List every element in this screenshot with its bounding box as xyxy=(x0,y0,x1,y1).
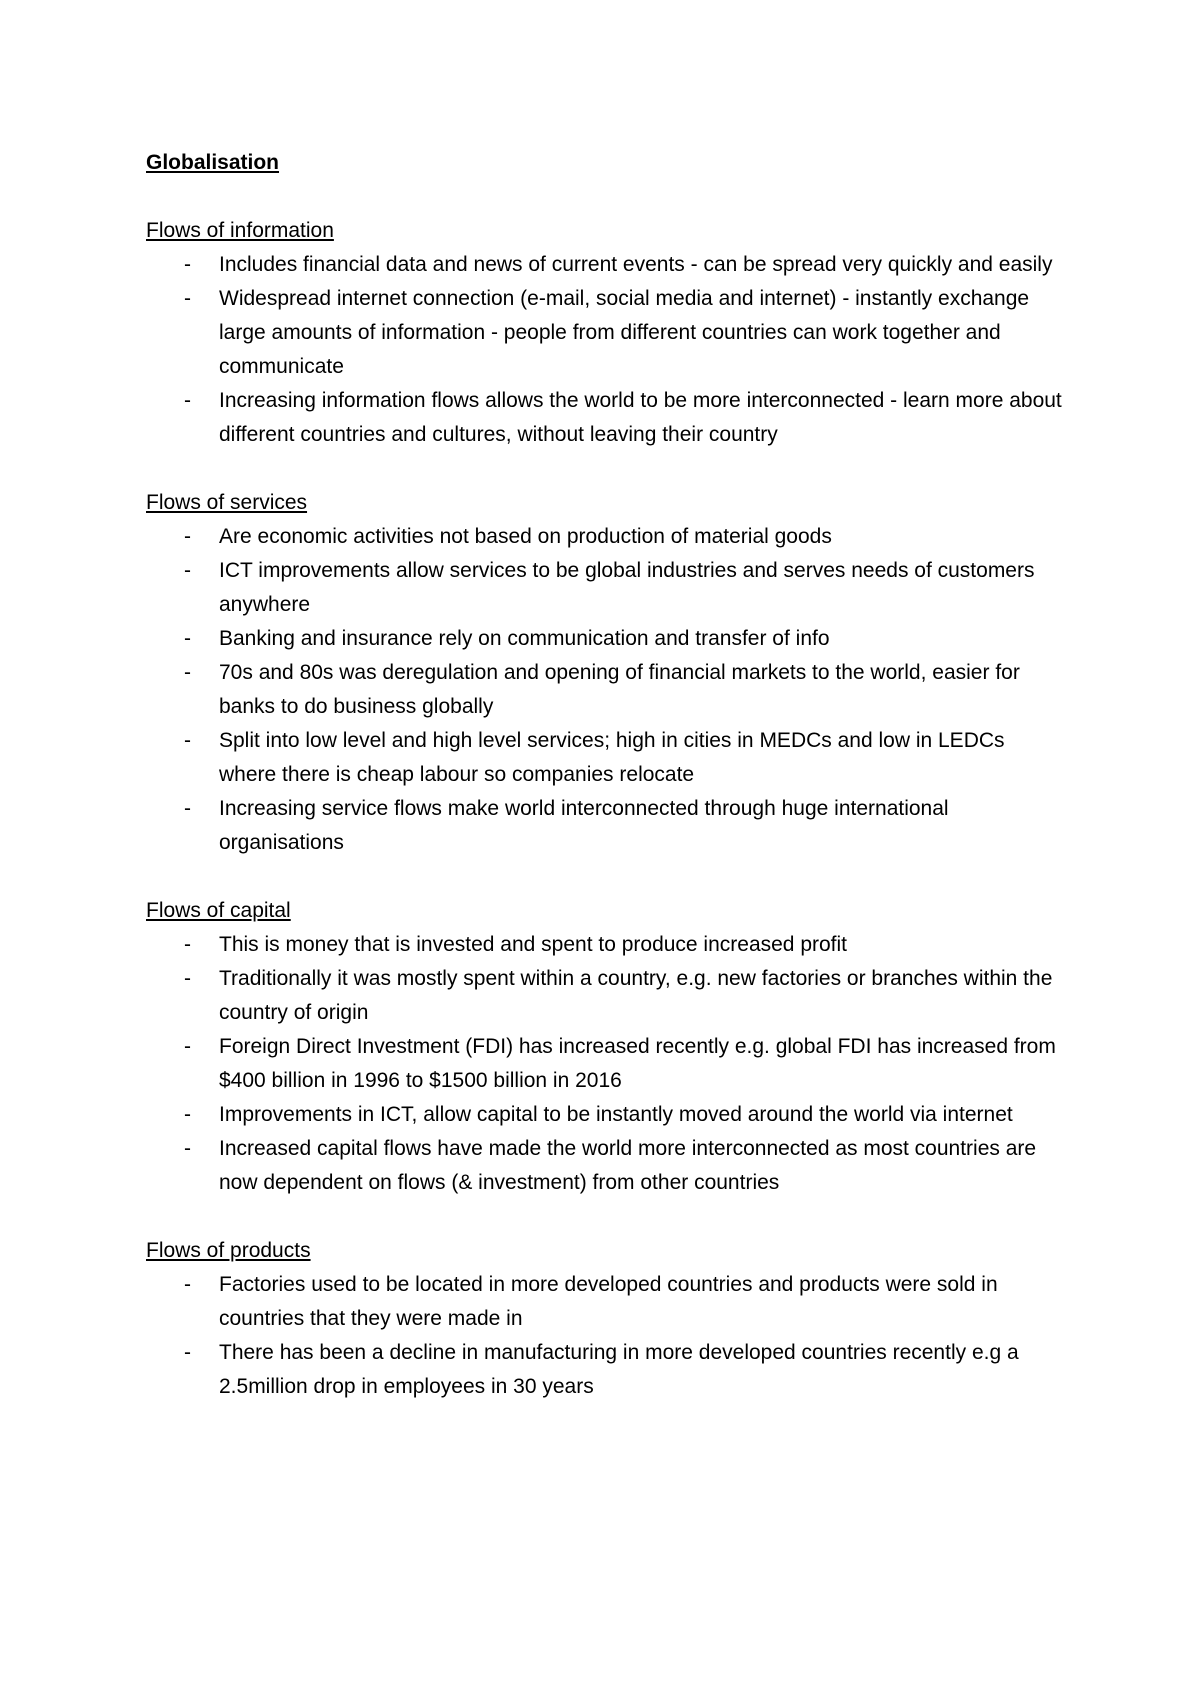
document-page xyxy=(146,146,1066,1404)
bullet-item xyxy=(146,928,1066,962)
bullet-text: Increasing information flows allows the world to be more interconnected - learn more about different countries and cultures, without leaving their country xyxy=(219,389,1062,446)
bullet-text: Increasing service flows make world interconnected through huge international organisations xyxy=(219,797,949,854)
bullet-list xyxy=(146,248,1066,452)
section-heading: Flows of products xyxy=(146,1239,311,1262)
document-title: Globalisation xyxy=(146,151,280,174)
bullet-text: Increased capital flows have made the world more interconnected as most countries are now dependent on flows (& investment) from other countries xyxy=(219,1137,1037,1194)
bullet-text: Foreign Direct Investment (FDI) has increased recently e.g. global FDI has increased from $400 billion in 1996 to $1500 billion in 2016 xyxy=(219,1035,1056,1092)
section-information xyxy=(146,214,1066,452)
dash-marker: - xyxy=(184,525,191,548)
bullet-text: ICT improvements allow services to be global industries and serves needs of customers anywhere xyxy=(219,559,1035,616)
dash-marker: - xyxy=(184,253,191,276)
bullet-item xyxy=(146,622,1066,656)
bullet-item xyxy=(146,1336,1066,1404)
bullet-text: Split into low level and high level services; high in cities in MEDCs and low in LEDCs where there is cheap labour so companies relocate xyxy=(219,729,1005,786)
section-heading: Flows of information xyxy=(146,219,334,242)
bullet-list xyxy=(146,520,1066,860)
bullet-text: There has been a decline in manufacturing in more developed countries recently e.g a 2.5million drop in employees in 30 years xyxy=(219,1341,1019,1398)
bullet-item xyxy=(146,1132,1066,1200)
bullet-text: Banking and insurance rely on communication and transfer of info xyxy=(219,627,830,650)
dash-marker: - xyxy=(184,1103,191,1126)
section-services xyxy=(146,486,1066,860)
bullet-item xyxy=(146,282,1066,384)
bullet-text: Improvements in ICT, allow capital to be instantly moved around the world via internet xyxy=(219,1103,1013,1126)
dash-marker: - xyxy=(184,661,191,684)
bullet-item xyxy=(146,248,1066,282)
section-heading: Flows of capital xyxy=(146,899,291,922)
bullet-text: 70s and 80s was deregulation and opening of financial markets to the world, easier for banks to do business globally xyxy=(219,661,1020,718)
bullet-item xyxy=(146,1268,1066,1336)
dash-marker: - xyxy=(184,287,191,310)
section-products xyxy=(146,1234,1066,1404)
dash-marker: - xyxy=(184,729,191,752)
dash-marker: - xyxy=(184,1137,191,1160)
dash-marker: - xyxy=(184,559,191,582)
dash-marker: - xyxy=(184,967,191,990)
dash-marker: - xyxy=(184,1035,191,1058)
bullet-text: Includes financial data and news of current events - can be spread very quickly and easily xyxy=(219,253,1053,276)
bullet-text: This is money that is invested and spent to produce increased profit xyxy=(219,933,848,956)
dash-marker: - xyxy=(184,933,191,956)
bullet-item xyxy=(146,384,1066,452)
dash-marker: - xyxy=(184,1341,191,1364)
bullet-list xyxy=(146,1268,1066,1404)
bullet-text: Are economic activities not based on production of material goods xyxy=(219,525,832,548)
bullet-item xyxy=(146,1098,1066,1132)
bullet-text: Factories used to be located in more developed countries and products were sold in countries that they were made in xyxy=(219,1273,998,1330)
dash-marker: - xyxy=(184,389,191,412)
bullet-item xyxy=(146,962,1066,1030)
bullet-item xyxy=(146,724,1066,792)
section-heading: Flows of services xyxy=(146,491,308,514)
bullet-item xyxy=(146,656,1066,724)
bullet-list xyxy=(146,928,1066,1200)
bullet-item xyxy=(146,1030,1066,1098)
dash-marker: - xyxy=(184,797,191,820)
dash-marker: - xyxy=(184,627,191,650)
bullet-item xyxy=(146,520,1066,554)
bullet-text: Traditionally it was mostly spent within a country, e.g. new factories or branches within the country of origin xyxy=(219,967,1053,1024)
bullet-item xyxy=(146,792,1066,860)
dash-marker: - xyxy=(184,1273,191,1296)
bullet-text: Widespread internet connection (e-mail, social media and internet) - instantly exchange large amounts of information - people from different countries can work together and communicate xyxy=(219,287,1030,378)
bullet-item xyxy=(146,554,1066,622)
section-capital xyxy=(146,894,1066,1200)
